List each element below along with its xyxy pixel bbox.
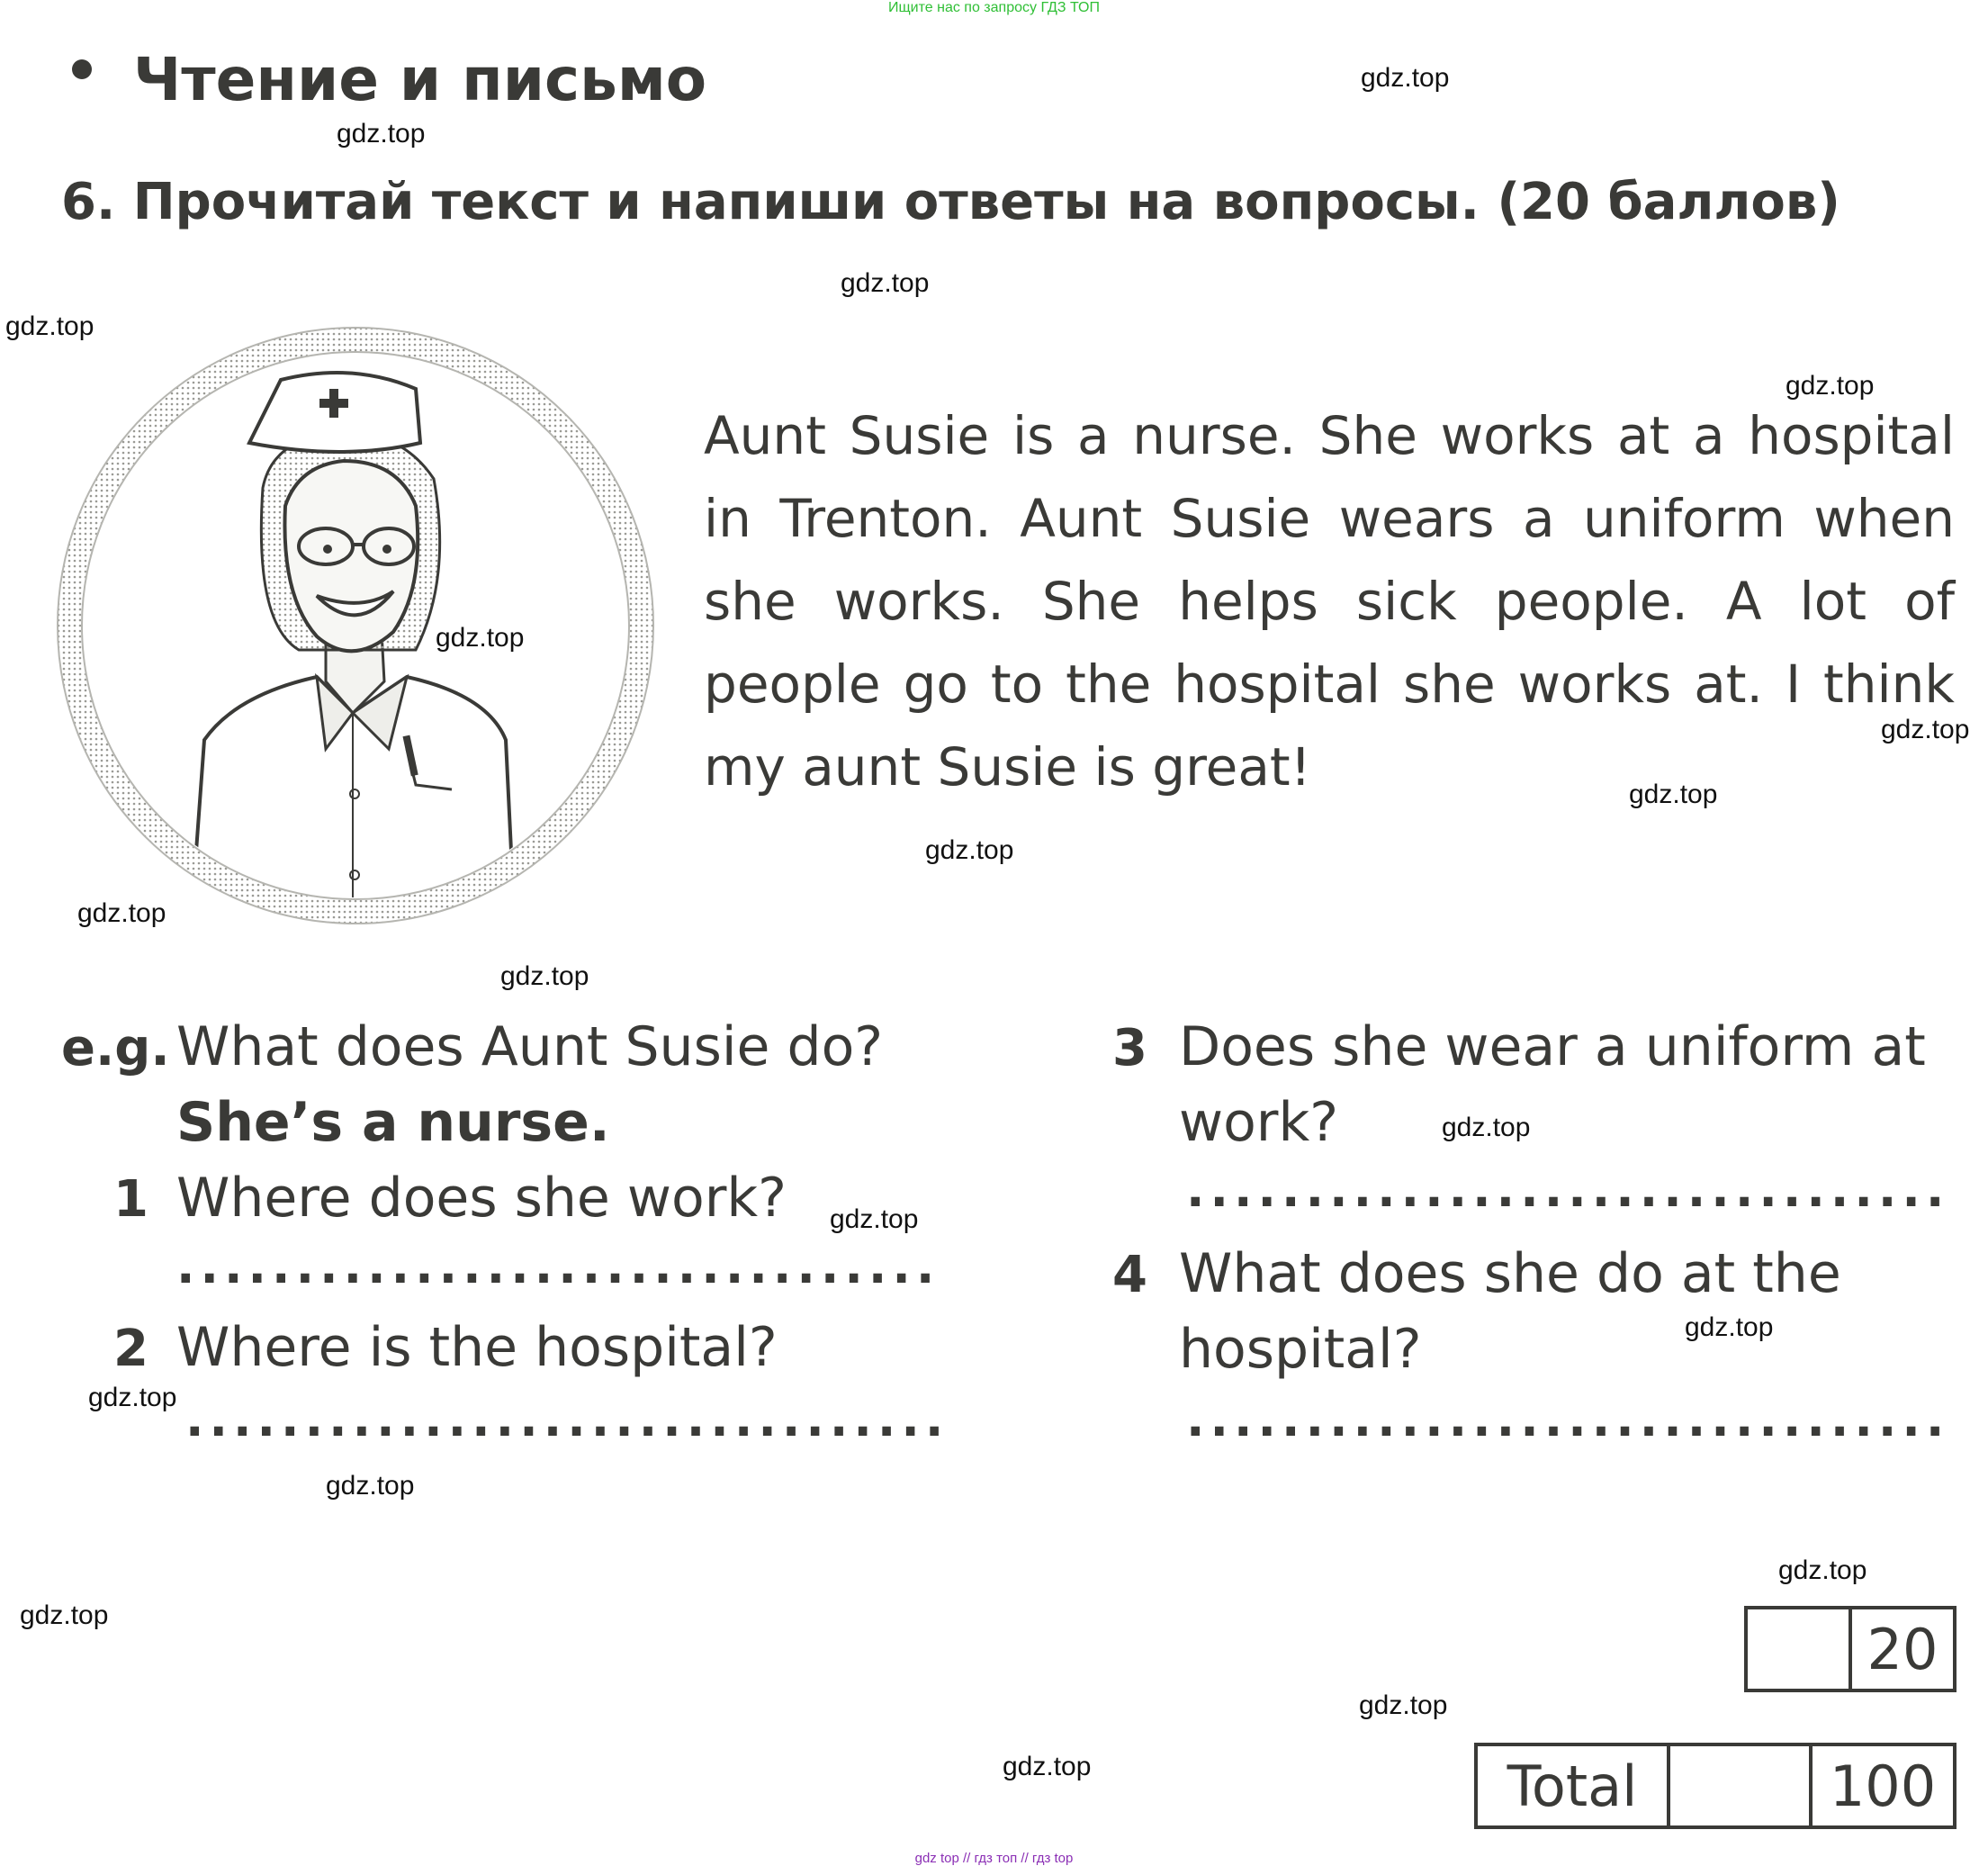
section-title: Чтение и письмо (133, 45, 707, 114)
answer-line[interactable]: ................................ (176, 1238, 940, 1294)
question-number: 3 (1112, 1019, 1147, 1077)
total-label: Total (1478, 1746, 1670, 1825)
question-text-cont: hospital? (1179, 1318, 1422, 1381)
question-text: Where does she work? (176, 1167, 787, 1230)
watermark: gdz.top (841, 268, 930, 298)
watermark: gdz.top (1685, 1312, 1774, 1342)
answer-line[interactable]: ................................ (1186, 1391, 1950, 1447)
example-answer: She’s a nurse. (176, 1091, 610, 1154)
total-box (1474, 1743, 1957, 1829)
watermark: gdz.top (326, 1471, 415, 1501)
bullet-icon (72, 59, 92, 79)
bottom-banner[interactable]: gdz top // гдз топ // гдз top (914, 1851, 1074, 1866)
score-box (1744, 1606, 1957, 1692)
top-banner[interactable]: Ищите нас по запросу ГДЗ ТОП (888, 0, 1100, 15)
task-title: 6. Прочитай текст и напиши ответы на вопросы. (20 баллов) (61, 173, 1840, 231)
score-input-cell[interactable] (1748, 1609, 1852, 1689)
reading-passage: Aunt Susie is a nurse. She works at a hospital in Trenton. Aunt Susie wears a uniform when she works. She helps sick people. A lot of people go to the hospital she works at. I think my aunt Susie is great! (704, 405, 1955, 798)
question-text: What does she do at the (1179, 1242, 1841, 1305)
watermark: gdz.top (1786, 371, 1875, 401)
total-max: 100 (1829, 1753, 1937, 1819)
watermark: gdz.top (1003, 1752, 1092, 1781)
question-text-cont: work? (1179, 1091, 1339, 1154)
answer-line[interactable]: ................................ (185, 1391, 949, 1447)
watermark: gdz.top (436, 623, 525, 653)
question-text: Where is the hospital? (176, 1316, 778, 1379)
watermark: gdz.top (500, 961, 589, 991)
watermark: gdz.top (830, 1204, 919, 1234)
score-max: 20 (1867, 1616, 1939, 1682)
example-question: What does Aunt Susie do? (176, 1015, 884, 1078)
watermark: gdz.top (20, 1600, 109, 1630)
watermark: gdz.top (1361, 63, 1450, 93)
question-number: 4 (1112, 1246, 1147, 1304)
watermark: gdz.top (77, 898, 166, 928)
question-number: 2 (113, 1320, 148, 1378)
question-text: Does she wear a uniform at (1179, 1015, 1926, 1078)
watermark: gdz.top (5, 311, 94, 341)
watermark: gdz.top (925, 835, 1014, 865)
watermark: gdz.top (88, 1383, 177, 1412)
watermark: gdz.top (1778, 1555, 1867, 1585)
watermark: gdz.top (337, 119, 426, 149)
nurse-illustration (56, 326, 655, 925)
total-input-cell[interactable] (1670, 1746, 1813, 1825)
answer-line[interactable]: ................................ (1186, 1161, 1950, 1218)
example-label: e.g. (61, 1019, 170, 1077)
watermark: gdz.top (1359, 1690, 1448, 1720)
question-number: 1 (113, 1170, 148, 1229)
watermark: gdz.top (1881, 715, 1970, 744)
watermark: gdz.top (1442, 1113, 1531, 1142)
watermark: gdz.top (1629, 780, 1718, 809)
